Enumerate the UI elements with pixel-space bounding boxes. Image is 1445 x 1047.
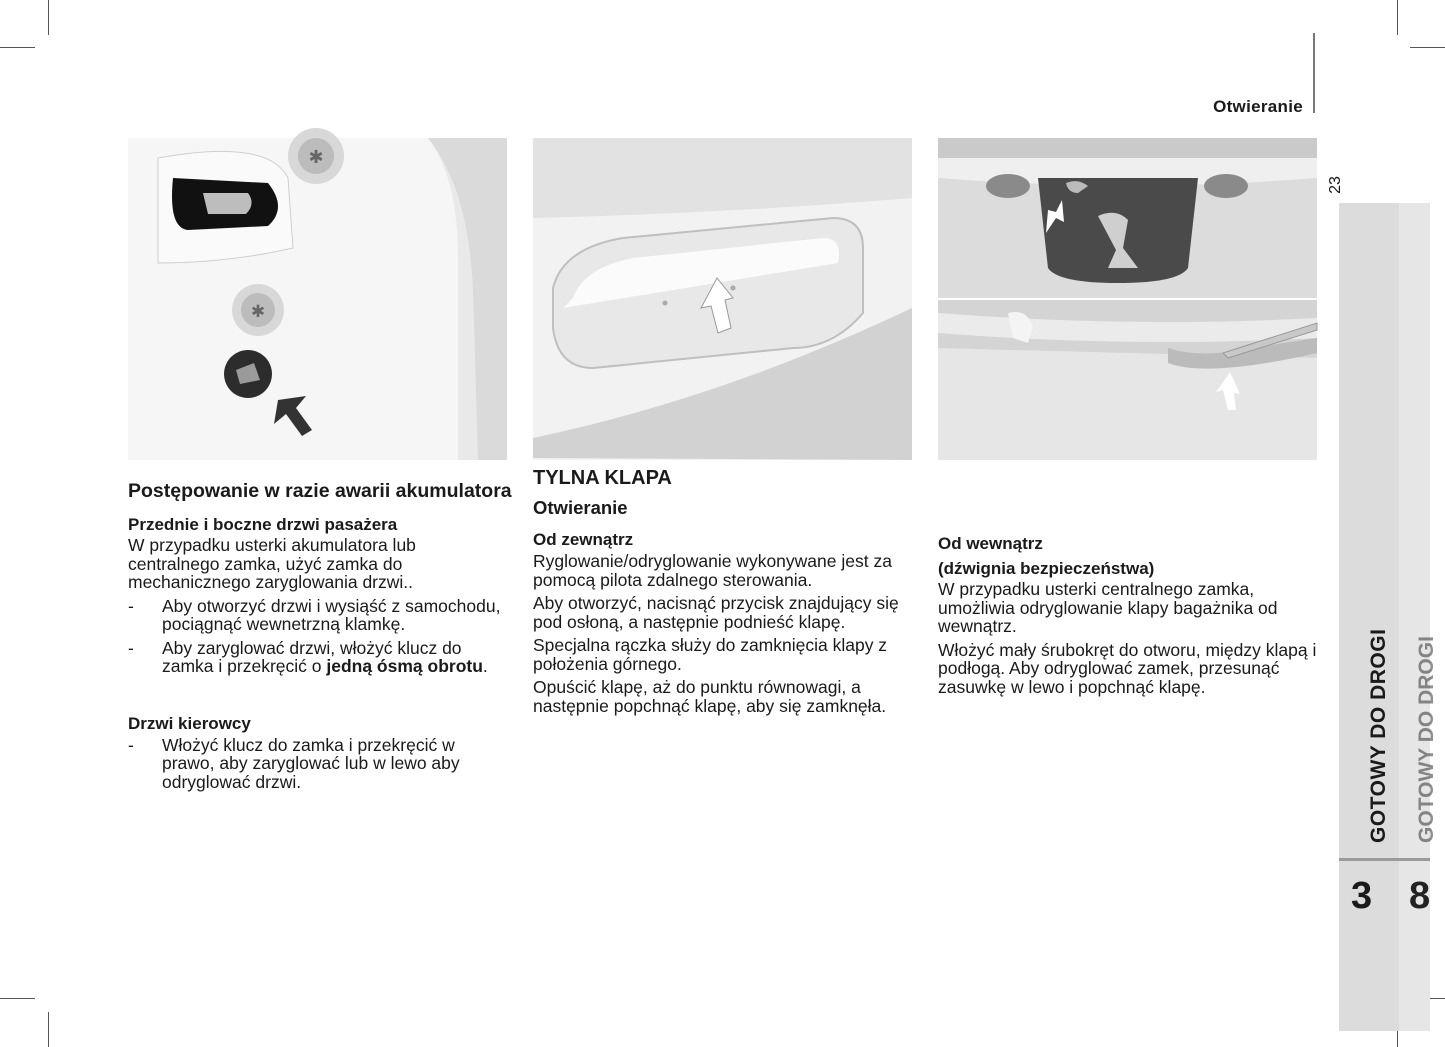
paragraph: W przypadku usterki centralnego zamka, umożliwia odryglowanie klapy bagażnika od wewnątrz. [938, 579, 1278, 636]
battery-failure-heading: Postępowanie w razie awarii akumulatora [128, 480, 512, 502]
crop-mark [48, 0, 49, 35]
header-rule [1313, 33, 1315, 113]
column-battery-failure [128, 480, 512, 796]
tailgate-title: TYLNA KLAPA [533, 467, 672, 489]
svg-text:✱: ✱ [250, 302, 266, 321]
front-doors-steps [128, 597, 512, 676]
crop-mark [48, 1012, 49, 1047]
chapter-tab: GOTOWY DO DROGI GOTOWY DO DROGI 3 8 [1339, 203, 1430, 1031]
outside-heading: Od zewnątrz [533, 530, 634, 549]
chapter-number: 3 [1351, 875, 1373, 917]
paragraph: Ryglowanie/odryglowanie wykonywane jest za pomocą pilota zdalnego sterowania. [533, 551, 892, 590]
front-doors-heading: Przednie i boczne drzwi pasażera [128, 515, 398, 534]
crop-mark [0, 47, 35, 48]
tab-divider [1339, 858, 1430, 861]
crop-mark [1397, 0, 1398, 35]
figure-door-lock [128, 138, 507, 460]
ghost-chapter-number: 8 [1409, 875, 1431, 917]
svg-text:✱: ✱ [308, 147, 324, 167]
list-item: - Włożyć klucz do zamka i przekręcić w prawo, aby zaryglować lub w lewo aby odryglować drzwi. [128, 736, 512, 792]
inside-subheading: (dźwignia bezpieczeństwa) [938, 559, 1155, 578]
front-doors-text: W przypadku usterki akumulatora lub centralnego zamka, użyć zamka do mechanicznego zaryglowania drzwi.. [128, 535, 416, 592]
list-item: - Aby otworzyć drzwi i wysiąść z samochodu, pociągnąć wewnetrzną klamkę. [128, 597, 512, 634]
column-tailgate [533, 468, 917, 720]
paragraph: Włożyć mały śrubokręt do otworu, między klapą i podłogą. Aby odryglować zamek, przesunąć zasuwkę w lewo i popchnąć klapę. [938, 639, 1317, 697]
figure-inside-latch [938, 138, 1317, 460]
crop-mark [1410, 47, 1445, 48]
running-header: Otwieranie [1213, 97, 1303, 116]
page-number: 23 [1327, 176, 1344, 194]
crop-mark [0, 998, 35, 999]
paragraph: Specjalna rączka służy do zamknięcia klapy z położenia górnego. [533, 635, 888, 674]
inside-heading: Od wewnątrz [938, 534, 1043, 553]
opening-heading: Otwieranie [533, 497, 628, 518]
paragraph: Opuścić klapę, aż do punktu równowagi, a następnie popchnąć klapę, aby się zamknęła. [533, 677, 887, 716]
driver-door-heading: Drzwi kierowcy [128, 713, 251, 733]
driver-door-steps [128, 736, 512, 792]
paragraph: Aby otworzyć, nacisnąć przycisk znajdujący się pod osłoną, a następnie podnieść klapę. [533, 593, 899, 632]
figure-tailgate-handle [533, 138, 912, 460]
list-item: - Aby zaryglować drzwi, włożyć klucz do zamka i przekręcić o jedną ósmą obrotu. [128, 639, 512, 676]
column-inside-release [938, 534, 1322, 701]
